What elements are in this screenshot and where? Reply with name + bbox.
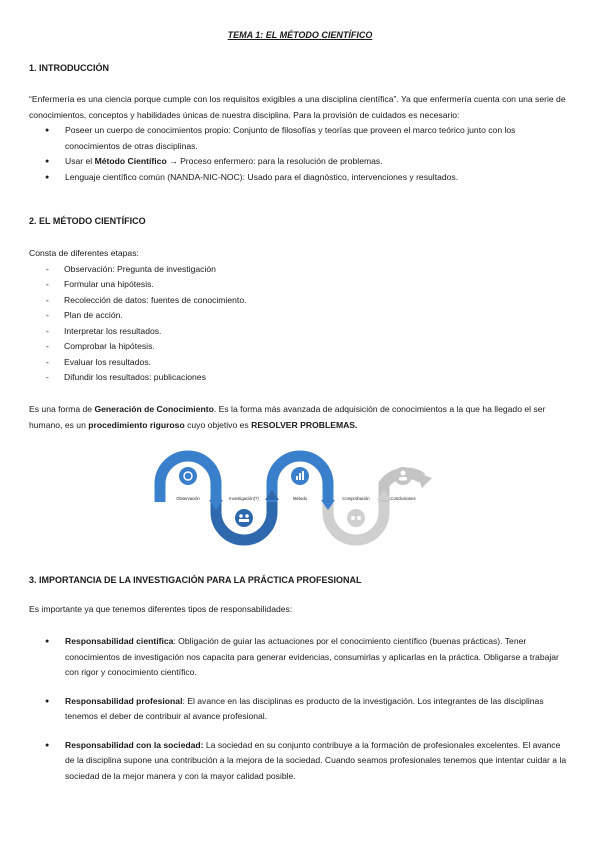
responsibility-text: La sociedad en su conjunto contribuye a la formación de profesionales excelentes. El avance de la disciplina supone una contribución a la mejora de la sociedad. Cuando seamos profesionales tenemos que intentar cuidar a la sociedad de la mejor manera y con la mayor calidad posible. — [65, 739, 567, 781]
steps-list — [29, 262, 572, 386]
section-1-body — [29, 92, 572, 185]
diagram-label: Observación — [176, 496, 200, 501]
bullet-text: → Proceso enfermero: para la resolución de problemas. — [166, 156, 383, 166]
method-process-diagram — [150, 442, 440, 550]
user-icon — [394, 467, 412, 485]
responsibility-text: : Obligación de guiar las actuaciones por el conocimiento científico (buenas prácticas). Tener conocimientos de investigación nos capacita para generar evidencias, consumirlas y aplicarlas en la práctica. Obligarse a trabajar con rigor y conocimiento científico. — [65, 636, 559, 677]
step-item: - Formular una hipótesis. — [29, 277, 572, 293]
responsibility-list — [29, 634, 572, 784]
bullet-bold-text: Método Científico — [94, 156, 167, 166]
section-2-heading: 2. EL MÉTODO CIENTÍFICO — [29, 216, 146, 226]
responsibility-title: Responsabilidad con la sociedad: — [65, 739, 204, 750]
page-title: TEMA 1: EL MÉTODO CIENTÍFICO — [227, 30, 373, 40]
section-3-intro: Es importante ya que tenemos diferentes tipos de responsabilidades: — [29, 604, 293, 614]
para-text: cuyo objetivo es — [184, 419, 252, 430]
bullet-item — [29, 123, 572, 154]
bullet-text: Lenguaje científico común (NANDA-NIC-NOC): Usado para el diagnóstico, intervenciones y resultados. — [65, 171, 459, 182]
diagram-label: Método — [293, 496, 307, 501]
para-bold: procedimiento riguroso — [88, 419, 185, 430]
section-3-heading: 3. IMPORTANCIA DE LA INVESTIGACIÓN PARA LA PRÁCTICA PROFESIONAL — [29, 575, 362, 585]
section-2-paragraph — [29, 402, 572, 433]
para-text: . Es la forma más avanzada de adquisición de conocimientos a la que ha llegado el ser humano, es un — [29, 404, 546, 430]
diagram-label: Comprobación — [342, 496, 370, 501]
para-bold: RESOLVER PROBLEMAS. — [251, 419, 358, 430]
section-2-body — [29, 246, 572, 386]
diagram-label: Investigación(?) — [229, 496, 259, 501]
para-bold: Generación de Conocimiento — [94, 404, 214, 414]
diagram-label: Conclusiones — [390, 496, 416, 501]
section-3-body — [29, 634, 572, 797]
bullet-text: Poseer un cuerpo de conocimientos propio: Conjunto de filosofías y teorías que proveen el marco teórico junto con los conocimientos de otras disciplinas. — [65, 125, 516, 151]
responsibility-title: Responsabilidad científica — [65, 636, 174, 646]
responsibility-item — [29, 694, 572, 725]
step-item: - Plan de acción. — [29, 308, 572, 324]
observation-icon — [179, 467, 197, 485]
bullet-text: Usar el — [65, 156, 95, 166]
para-text: Es una forma de — [29, 404, 95, 414]
section-1-intro: “Enfermería es una ciencia porque cumple con los requisitos exigibles a una disciplina científica”. Ya que enfermería cuenta con una serie de conocimientos, conceptos y habilidades únicas de nuestra disciplina. Para la provisión de cuidados es necesario: — [29, 94, 566, 120]
bullet-item — [29, 170, 572, 186]
step-item: - Recolección de datos: fuentes de conocimiento. — [29, 293, 572, 309]
step-item: - Comprobar la hipótesis. — [29, 339, 572, 355]
section-1-bullets — [29, 123, 572, 185]
comparison-icon — [347, 509, 365, 527]
section-2-intro: Consta de diferentes etapas: — [29, 248, 139, 258]
section-1-heading: 1. INTRODUCCIÓN — [29, 63, 110, 73]
responsibility-text: : El avance en las disciplinas es producto de la investigación. Los integrantes de las disciplinas tenemos el deber de contribuir al avance profesional. — [65, 695, 544, 721]
step-item: - Observación: Pregunta de investigación — [29, 262, 572, 278]
bullet-item — [29, 154, 572, 170]
step-item: - Evaluar los resultados. — [29, 355, 572, 371]
responsibility-item — [29, 634, 572, 681]
step-item: - Difundir los resultados: publicaciones — [29, 370, 572, 386]
responsibility-item — [29, 738, 572, 785]
people-icon — [235, 509, 253, 527]
responsibility-title: Responsabilidad profesional — [65, 695, 183, 706]
step-item: - Interpretar los resultados. — [29, 324, 572, 340]
